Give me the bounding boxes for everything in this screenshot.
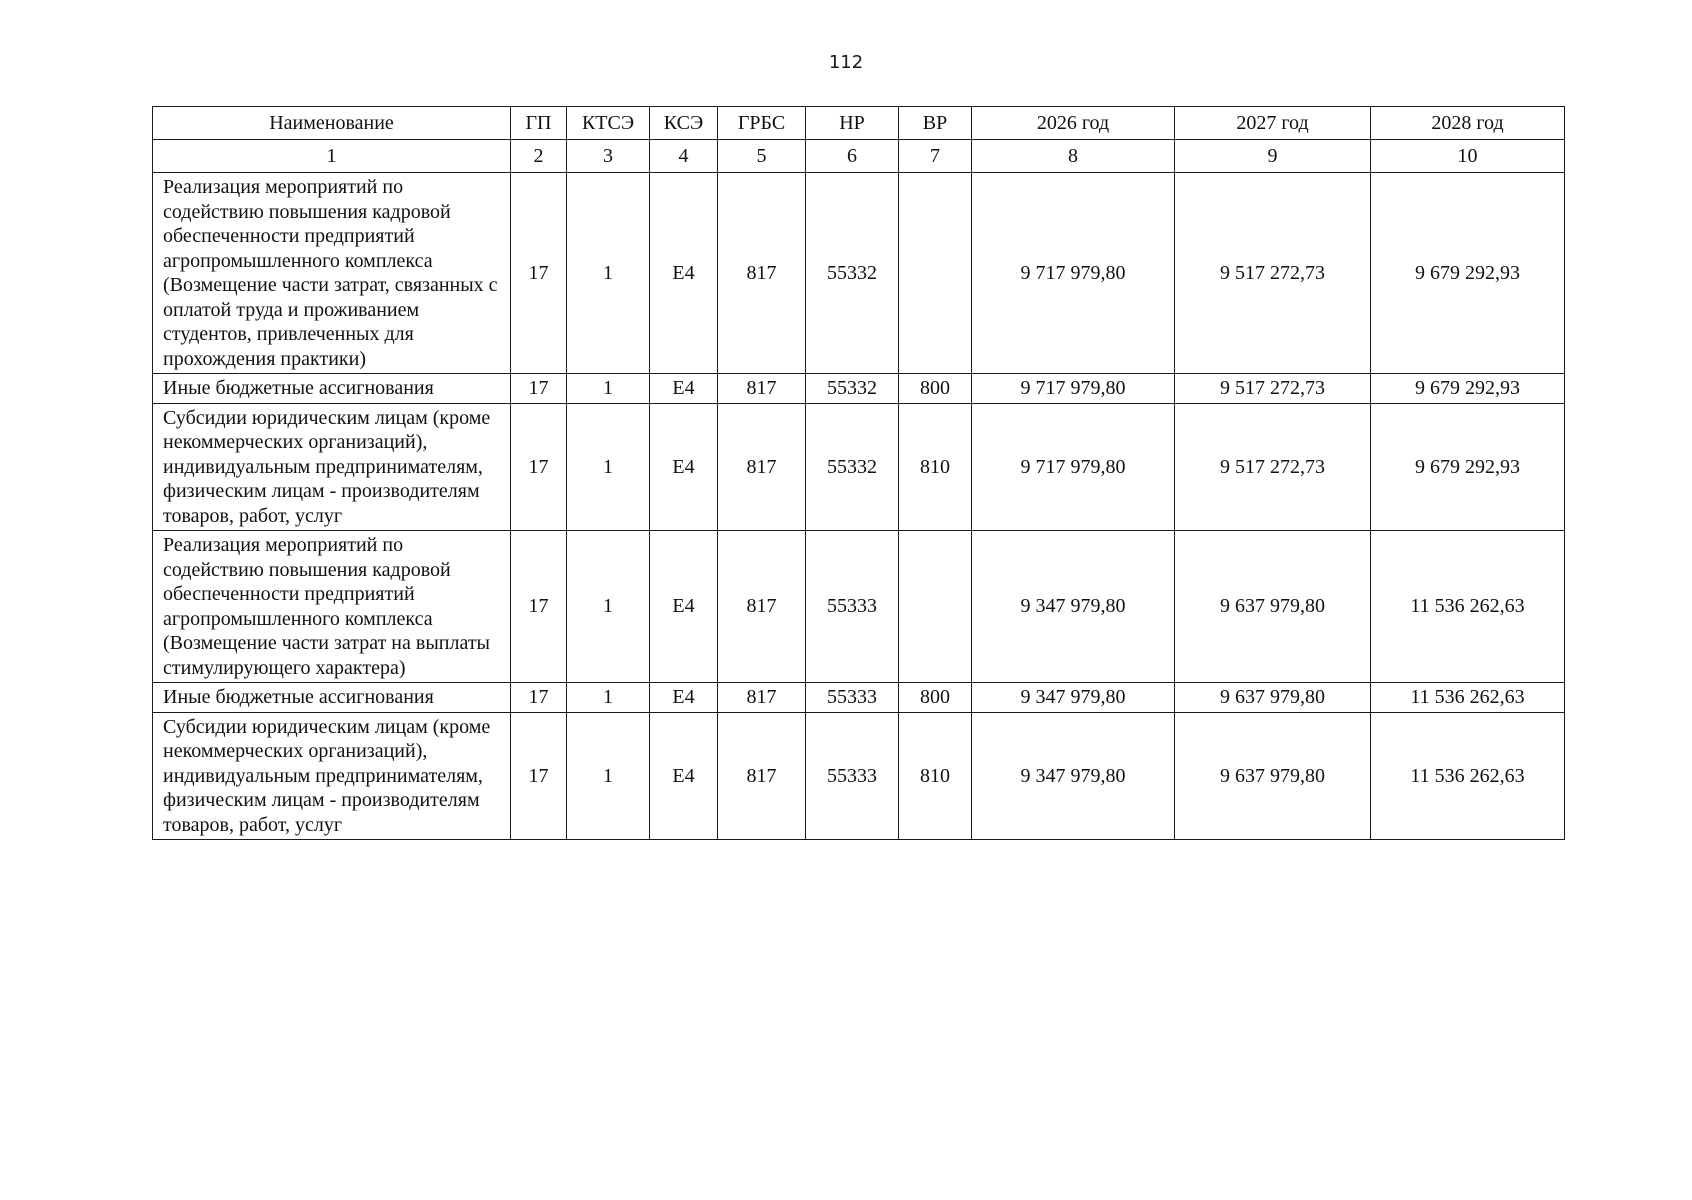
cell-name: Иные бюджетные ассигнования <box>153 374 511 404</box>
table-row <box>153 374 1565 404</box>
header-kse: КСЭ <box>650 107 718 140</box>
cell-name: Субсидии юридическим лицам (кроме некоммерческих организаций), индивидуальным предпринимателям, физическим лицам - производителям товаров, работ, услуг <box>153 403 511 531</box>
table-row <box>153 712 1565 840</box>
cell-nr: 55332 <box>806 374 899 404</box>
column-number: 7 <box>899 140 972 173</box>
column-number: 10 <box>1371 140 1565 173</box>
cell-kse: Е4 <box>650 374 718 404</box>
cell-2026: 9 347 979,80 <box>972 531 1175 683</box>
cell-gp: 17 <box>511 374 567 404</box>
cell-2027: 9 517 272,73 <box>1175 374 1371 404</box>
column-number: 3 <box>567 140 650 173</box>
cell-vr: 810 <box>899 712 972 840</box>
cell-2027: 9 517 272,73 <box>1175 173 1371 374</box>
cell-ktse: 1 <box>567 173 650 374</box>
cell-2026: 9 347 979,80 <box>972 683 1175 713</box>
cell-grbs: 817 <box>718 712 806 840</box>
cell-nr: 55333 <box>806 531 899 683</box>
cell-grbs: 817 <box>718 173 806 374</box>
column-number: 5 <box>718 140 806 173</box>
cell-gp: 17 <box>511 173 567 374</box>
cell-grbs: 817 <box>718 531 806 683</box>
header-2028: 2028 год <box>1371 107 1565 140</box>
cell-2027: 9 637 979,80 <box>1175 683 1371 713</box>
cell-name: Реализация мероприятий по содействию повышения кадровой обеспеченности предприятий агропромышленного комплекса (Возмещение части затрат, связанных с оплатой труда и проживанием студентов, привлеченных для прохождения практики) <box>153 173 511 374</box>
cell-2028: 11 536 262,63 <box>1371 531 1565 683</box>
header-grbs: ГРБС <box>718 107 806 140</box>
cell-ktse: 1 <box>567 531 650 683</box>
cell-vr <box>899 173 972 374</box>
column-number: 8 <box>972 140 1175 173</box>
cell-vr: 810 <box>899 403 972 531</box>
header-2026: 2026 год <box>972 107 1175 140</box>
cell-2028: 9 679 292,93 <box>1371 374 1565 404</box>
cell-2027: 9 637 979,80 <box>1175 531 1371 683</box>
column-number: 6 <box>806 140 899 173</box>
column-number: 9 <box>1175 140 1371 173</box>
header-2027: 2027 год <box>1175 107 1371 140</box>
cell-nr: 55333 <box>806 712 899 840</box>
cell-name: Реализация мероприятий по содействию повышения кадровой обеспеченности предприятий агропромышленного комплекса (Возмещение части затрат на выплаты стимулирующего характера) <box>153 531 511 683</box>
cell-2026: 9 717 979,80 <box>972 173 1175 374</box>
page-number: 112 <box>828 52 864 73</box>
cell-gp: 17 <box>511 403 567 531</box>
cell-2026: 9 347 979,80 <box>972 712 1175 840</box>
cell-kse: Е4 <box>650 403 718 531</box>
cell-2027: 9 637 979,80 <box>1175 712 1371 840</box>
cell-kse: Е4 <box>650 712 718 840</box>
budget-table <box>152 106 1565 840</box>
header-vr: ВР <box>899 107 972 140</box>
cell-2028: 9 679 292,93 <box>1371 173 1565 374</box>
header-nr: НР <box>806 107 899 140</box>
cell-nr: 55332 <box>806 173 899 374</box>
cell-kse: Е4 <box>650 683 718 713</box>
cell-nr: 55332 <box>806 403 899 531</box>
cell-grbs: 817 <box>718 683 806 713</box>
cell-gp: 17 <box>511 683 567 713</box>
header-gp: ГП <box>511 107 567 140</box>
table-row <box>153 403 1565 531</box>
cell-2027: 9 517 272,73 <box>1175 403 1371 531</box>
cell-kse: Е4 <box>650 531 718 683</box>
column-number: 1 <box>153 140 511 173</box>
cell-vr: 800 <box>899 374 972 404</box>
cell-ktse: 1 <box>567 374 650 404</box>
cell-kse: Е4 <box>650 173 718 374</box>
header-name: Наименование <box>153 107 511 140</box>
table-row <box>153 531 1565 683</box>
cell-2026: 9 717 979,80 <box>972 403 1175 531</box>
cell-2026: 9 717 979,80 <box>972 374 1175 404</box>
cell-vr: 800 <box>899 683 972 713</box>
cell-grbs: 817 <box>718 403 806 531</box>
cell-gp: 17 <box>511 712 567 840</box>
column-number-row <box>153 140 1565 173</box>
cell-ktse: 1 <box>567 683 650 713</box>
column-number: 4 <box>650 140 718 173</box>
cell-2028: 11 536 262,63 <box>1371 683 1565 713</box>
cell-nr: 55333 <box>806 683 899 713</box>
cell-vr <box>899 531 972 683</box>
cell-grbs: 817 <box>718 374 806 404</box>
cell-gp: 17 <box>511 531 567 683</box>
cell-name: Иные бюджетные ассигнования <box>153 683 511 713</box>
header-row <box>153 107 1565 140</box>
cell-2028: 11 536 262,63 <box>1371 712 1565 840</box>
cell-name: Субсидии юридическим лицам (кроме некоммерческих организаций), индивидуальным предпринимателям, физическим лицам - производителям товаров, работ, услуг <box>153 712 511 840</box>
table-row <box>153 683 1565 713</box>
header-ktse: КТСЭ <box>567 107 650 140</box>
cell-ktse: 1 <box>567 403 650 531</box>
column-number: 2 <box>511 140 567 173</box>
table-row <box>153 173 1565 374</box>
cell-2028: 9 679 292,93 <box>1371 403 1565 531</box>
cell-ktse: 1 <box>567 712 650 840</box>
